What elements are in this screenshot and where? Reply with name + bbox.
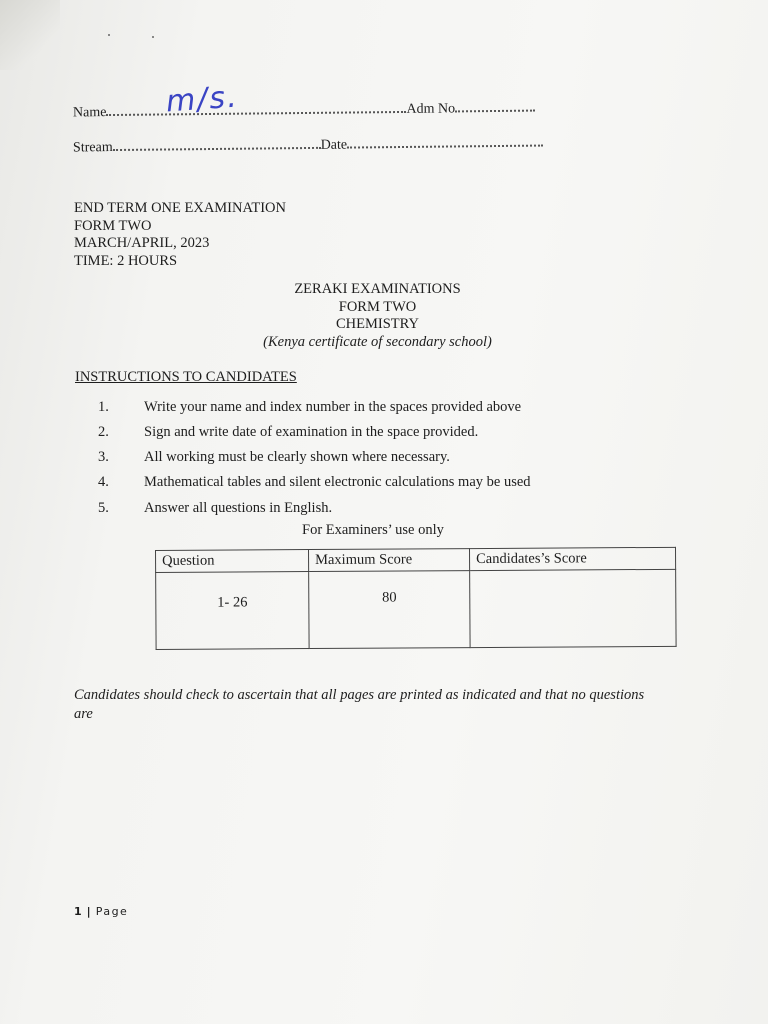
exam-title: END TERM ONE EXAMINATION [74,200,286,216]
page-footer [74,905,128,918]
candidate-score-cell[interactable] [470,569,676,647]
instruction-text: All working must be clearly shown where necessary. [144,449,450,465]
handwritten-name: m/s. [164,79,240,120]
page-separator: | [86,905,91,918]
adm-no-field[interactable] [455,100,535,113]
instruction-item [98,399,521,416]
speck [152,36,154,38]
exam-form: FORM TWO [74,217,152,234]
table-row [156,569,676,649]
examiners-caption: For Examiners’ use only [302,522,444,538]
date-label: Date [320,137,348,153]
adm-no-label: Adm No [406,101,456,117]
name-line [73,100,535,122]
instruction-number: 4. [98,474,109,490]
question-range: 1- 26 [156,572,309,650]
instruction-number: 5. [98,500,109,516]
candidate-note: Candidates should check to ascertain that all pages are printed as indicated and that no questions are [74,687,645,722]
header-max-score: Maximum Score [309,549,470,572]
instruction-text: Write your name and index number in the spaces provided above [144,399,522,415]
subject-name: CHEMISTRY [336,316,419,332]
stream-field[interactable] [113,137,321,151]
date-field[interactable] [347,135,543,149]
stream-line [73,135,543,157]
instruction-text: Mathematical tables and silent electronic calculations may be used [144,474,531,490]
instruction-number: 3. [98,449,109,465]
instruction-text: Answer all questions in English. [144,500,333,516]
page-label: Page [95,905,129,918]
org-name: ZERAKI EXAMINATIONS [294,281,461,297]
table-header-row [156,547,676,572]
score-table [155,547,677,650]
instruction-number: 2. [98,424,109,440]
exam-time: TIME: 2 HOURS [74,252,178,269]
header-candidate-score: Candidates’s Score [469,547,675,570]
exam-period: MARCH/APRIL, 2023 [74,235,210,251]
max-score-value: 80 [309,571,470,649]
instruction-item [98,449,450,466]
page-fold-shadow [0,0,60,70]
header-question: Question [156,550,309,573]
page-number: 1 [74,905,82,918]
instruction-number: 1. [98,399,109,415]
name-label: Name [72,105,107,121]
instruction-text: Sign and write date of examination in the space provided. [144,424,479,440]
center-title [250,281,505,351]
exam-info [74,200,286,270]
speck [108,34,110,36]
instructions-heading: INSTRUCTIONS TO CANDIDATES [75,369,297,385]
instruction-item [98,474,531,491]
certificate-name: (Kenya certificate of secondary school) [263,333,492,350]
name-field[interactable] [106,101,406,116]
form-name: FORM TWO [338,298,417,315]
stream-label: Stream [72,140,113,156]
instruction-item [98,424,478,441]
instruction-item [98,500,332,517]
